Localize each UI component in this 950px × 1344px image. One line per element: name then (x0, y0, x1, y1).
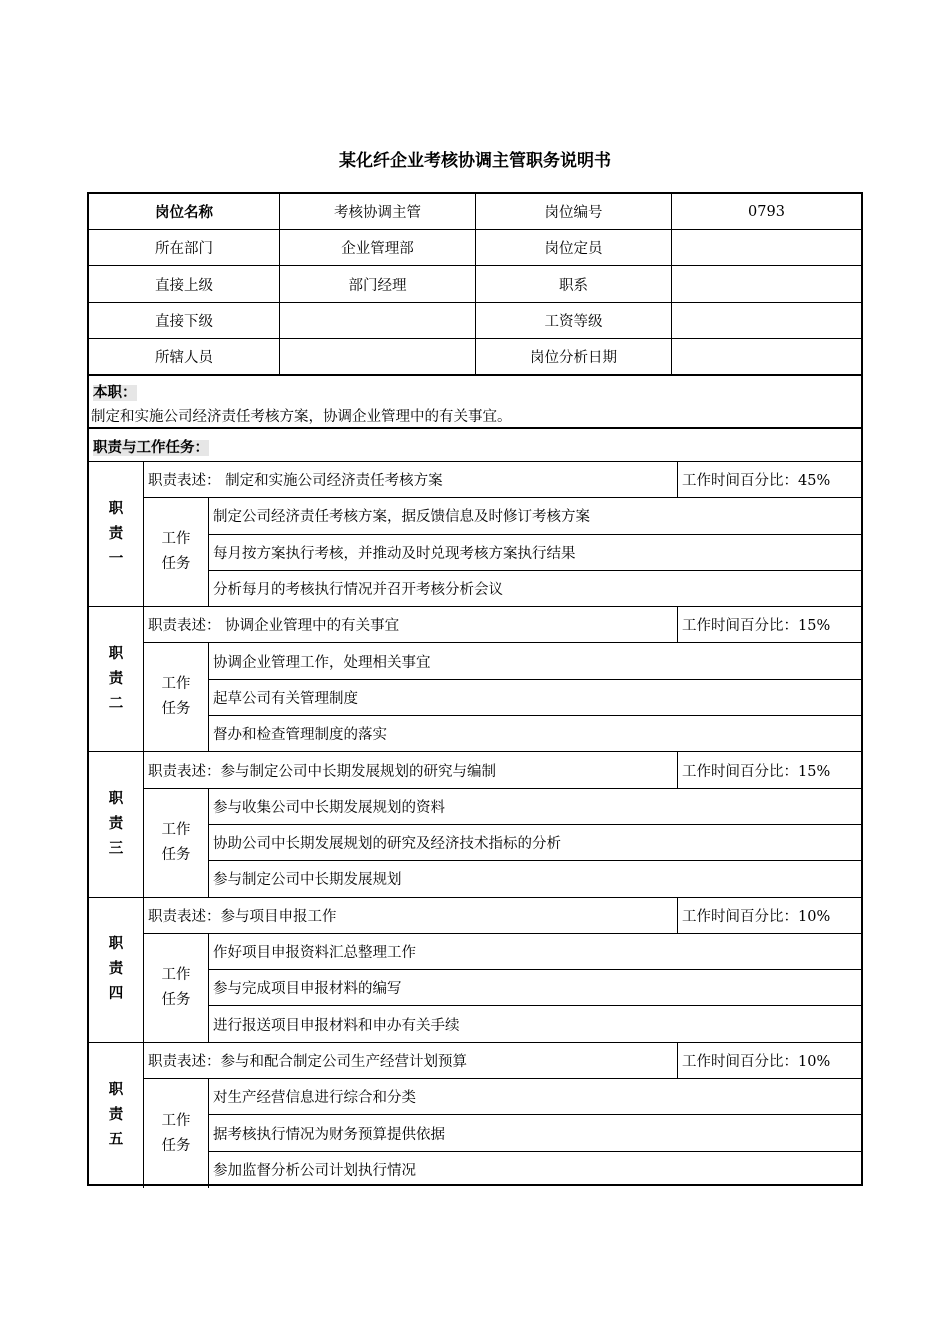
value-headcount (672, 230, 861, 266)
duty-time-percentage: 工作时间百分比：15% (678, 607, 861, 643)
duty-time-percentage: 工作时间百分比：45% (678, 462, 861, 498)
duty-block (89, 898, 861, 1043)
duty-number-char: 责 (108, 815, 124, 832)
duty-time-percentage: 工作时间百分比：15% (678, 752, 861, 788)
duty-number-label (89, 752, 144, 897)
value-job-family (672, 266, 861, 303)
duty-description: 职责表述： 协调企业管理中的有关事宜 (144, 607, 678, 643)
duties-header (89, 429, 861, 462)
work-task-item: 参与完成项目申报材料的编写 (209, 970, 861, 1006)
value-salary-grade (672, 303, 861, 339)
duty-number-char: 五 (108, 1131, 124, 1148)
work-task-label (144, 934, 209, 1043)
duty-number-label (89, 607, 144, 752)
work-task-item: 作好项目申报资料汇总整理工作 (209, 934, 861, 970)
value-analysis-date (672, 339, 861, 376)
value-direct-subordinate (280, 303, 476, 339)
duty-number-char: 责 (108, 961, 124, 978)
label-salary-grade: 工资等级 (476, 303, 672, 339)
duty-number-char: 责 (108, 1106, 124, 1123)
label-staff: 所辖人员 (89, 339, 280, 376)
work-task-label (144, 643, 209, 752)
duty-number-label (89, 898, 144, 1043)
value-position-code: 0793 (672, 194, 861, 230)
duty-number-char: 职 (108, 790, 124, 807)
duty-block (89, 1043, 861, 1188)
duty-number-char: 三 (108, 840, 124, 857)
value-department: 企业管理部 (280, 230, 476, 266)
work-task-item: 对生产经营信息进行综合和分类 (209, 1079, 861, 1115)
value-staff (280, 339, 476, 376)
work-task-item: 制定公司经济责任考核方案，据反馈信息及时修订考核方案 (209, 498, 861, 534)
duty-number-char: 一 (108, 550, 124, 567)
work-task-item: 起草公司有关管理制度 (209, 680, 861, 716)
duty-number-label (89, 462, 144, 607)
work-task-item: 参与制定公司中长期发展规划 (209, 861, 861, 897)
label-direct-superior: 直接上级 (89, 266, 280, 303)
duty-number-char: 责 (108, 670, 124, 687)
duties-label: 职责与工作任务： (93, 440, 209, 456)
main-duty-text: 制定和实施公司经济责任考核方案，协调企业管理中的有关事宜。 (91, 409, 512, 425)
label-analysis-date: 岗位分析日期 (476, 339, 672, 376)
work-task-item: 参加监督分析公司计划执行情况 (213, 1163, 416, 1180)
work-task-label (144, 498, 209, 607)
page-title: 某化纤企业考核协调主管职务说明书 (339, 151, 611, 171)
duty-block (89, 462, 861, 607)
work-task-item: 协调企业管理工作，处理相关事宜 (209, 643, 861, 679)
duty-number-char: 二 (108, 695, 124, 712)
work-task-label-line: 工作 (161, 821, 191, 838)
work-task-label (144, 1079, 209, 1188)
duty-description: 职责表述：参与和配合制定公司生产经营计划预算 (144, 1043, 678, 1079)
work-task-label (144, 789, 209, 898)
duty-time-percentage: 工作时间百分比：10% (678, 1043, 861, 1079)
value-position-name: 考核协调主管 (280, 194, 476, 230)
label-job-family: 职系 (476, 266, 672, 303)
work-task-label-line: 工作 (161, 531, 191, 548)
duty-number-char: 职 (108, 936, 124, 953)
duty-number-char: 四 (108, 986, 124, 1003)
value-direct-superior: 部门经理 (280, 266, 476, 303)
work-task-label-line: 工作 (161, 676, 191, 693)
work-task-item: 据考核执行情况为财务预算提供依据 (209, 1115, 861, 1151)
duty-number-char: 职 (108, 500, 124, 517)
duty-block (89, 607, 861, 752)
work-task-item: 参与收集公司中长期发展规划的资料 (209, 789, 861, 825)
job-description-table (87, 192, 863, 1186)
work-task-item: 分析每月的考核执行情况并召开考核分析会议 (209, 571, 861, 607)
duty-description: 职责表述：参与制定公司中长期发展规划的研究与编制 (144, 752, 678, 788)
duty-number-label (89, 1043, 144, 1188)
label-position-name: 岗位名称 (89, 194, 280, 230)
duty-time-percentage: 工作时间百分比：10% (678, 898, 861, 934)
work-task-label-line: 任务 (161, 991, 191, 1008)
duty-block (89, 752, 861, 897)
duty-number-char: 责 (108, 525, 124, 542)
work-task-label-line: 任务 (161, 846, 191, 863)
work-task-item: 督办和检查管理制度的落实 (209, 716, 861, 752)
duty-description: 职责表述： 制定和实施公司经济责任考核方案 (144, 462, 678, 498)
work-task-item: 每月按方案执行考核，并推动及时兑现考核方案执行结果 (209, 535, 861, 571)
work-task-label-line: 任务 (161, 556, 191, 573)
main-duty-label: 本职： (93, 385, 137, 401)
work-task-label-line: 工作 (161, 966, 191, 983)
work-task-label-line: 任务 (161, 1137, 191, 1154)
duty-description: 职责表述：参与项目申报工作 (144, 898, 678, 934)
label-headcount: 岗位定员 (476, 230, 672, 266)
duty-number-char: 职 (108, 645, 124, 662)
main-duty-section (89, 376, 861, 429)
work-task-item: 协助公司中长期发展规划的研究及经济技术指标的分析 (209, 825, 861, 861)
duty-number-char: 职 (108, 1081, 124, 1098)
label-department: 所在部门 (89, 230, 280, 266)
work-task-item: 进行报送项目申报材料和申办有关手续 (209, 1006, 861, 1042)
work-task-label-line: 任务 (161, 701, 191, 718)
label-position-code: 岗位编号 (476, 194, 672, 230)
label-direct-subordinate: 直接下级 (89, 303, 280, 339)
work-task-label-line: 工作 (161, 1112, 191, 1129)
